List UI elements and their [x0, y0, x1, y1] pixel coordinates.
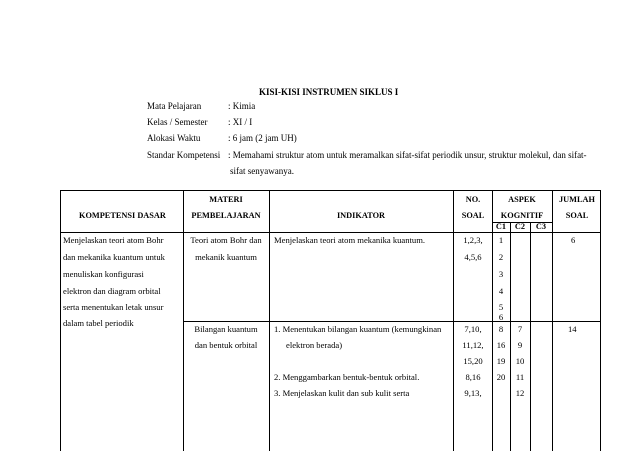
header-c3: C3	[535, 222, 547, 231]
row1-no: 4,5,6	[464, 252, 482, 262]
meta-label-subject: Mata Pelajaran	[147, 101, 202, 111]
row2-indikator-line: 1. Menentukan bilangan kuantum (kemungkinan	[274, 324, 442, 334]
row1-c1: 2	[498, 252, 504, 262]
page-title: KISI-KISI INSTRUMEN SIKLUS I	[259, 87, 399, 97]
row2-c1: 20	[496, 372, 506, 382]
header-materi-1: MATERI	[209, 195, 243, 204]
header-no-2: SOAL	[461, 211, 485, 220]
row1-c1: 6	[498, 312, 504, 322]
row2-c2: 12	[515, 388, 525, 398]
row1-c1: 4	[498, 286, 504, 296]
row2-indikator-line: elektron berada)	[286, 340, 343, 350]
kompetensi-line: dan mekanika kuantum untuk	[63, 252, 165, 262]
header-no-1: NO.	[465, 195, 481, 204]
header-materi-2: PEMBELAJARAN	[191, 211, 261, 220]
row1-c1: 5	[498, 302, 504, 312]
row2-indikator-line: 2. Menggambarkan bentuk-bentuk orbital.	[274, 372, 420, 382]
row2-c2: 9	[517, 340, 523, 350]
row2-c2: 11	[515, 372, 525, 382]
header-indikator: INDIKATOR	[336, 211, 386, 220]
header-aspek-2: KOGNITIF	[500, 211, 544, 220]
row1-c1: 1	[498, 235, 504, 245]
meta-value-time: : 6 jam (2 jam UH)	[228, 133, 297, 143]
header-c2: C2	[514, 222, 526, 231]
row2-no: 11,12,	[462, 340, 484, 350]
meta-value-standard-cont: sifat senyawanya.	[230, 166, 294, 176]
row2-materi-line: dan bentuk orbital	[194, 340, 258, 350]
header-jumlah-1: JUMLAH	[559, 195, 595, 204]
row2-materi-line: Bilangan kuantum	[194, 324, 258, 334]
row2-c2: 10	[515, 356, 525, 366]
row2-c1: 16	[496, 340, 506, 350]
kompetensi-line: menuliskan konfigurasi	[63, 269, 144, 279]
meta-value-class: : XI / I	[228, 117, 253, 127]
row2-no: 7,10,	[464, 324, 482, 334]
meta-label-class: Kelas / Semester	[147, 117, 208, 127]
header-aspek-1: ASPEK	[508, 195, 536, 204]
row2-no: 8,16	[465, 372, 481, 382]
row1-no: 1,2,3,	[463, 235, 483, 245]
meta-value-standard: : Memahami struktur atom untuk meramalkan sifat-sifat periodik unsur, struktur molekul, dan sifat-	[228, 150, 587, 160]
kompetensi-line: serta menentukan letak unsur	[63, 302, 164, 312]
meta-label-standard: Standar Kompetensi	[147, 150, 221, 160]
kompetensi-line: elektron dan diagram orbital	[63, 286, 161, 296]
row1-materi-line: mekanik kuantum	[195, 252, 257, 262]
row2-jumlah: 14	[568, 324, 577, 334]
row2-no: 9,13,	[464, 388, 482, 398]
header-jumlah-2: SOAL	[565, 211, 589, 220]
row2-indikator-line: 3. Menjelaskan kulit dan sub kulit serta	[274, 388, 410, 398]
row1-c1: 3	[498, 269, 504, 279]
header-c1: C1	[495, 222, 507, 231]
row2-c1: 19	[496, 356, 506, 366]
row2-c2: 7	[517, 324, 523, 334]
header-kompetensi: KOMPETENSI DASAR	[79, 211, 166, 220]
kompetensi-line: Menjelaskan teori atom Bohr	[63, 235, 164, 245]
row1-indikator: Menjelaskan teori atom mekanika kuantum.	[274, 235, 426, 245]
row1-jumlah: 6	[571, 235, 576, 245]
row1-materi-line: Teori atom Bohr dan	[190, 235, 262, 245]
meta-value-subject: : Kimia	[228, 101, 256, 111]
meta-label-time: Alokasi Waktu	[147, 133, 201, 143]
row2-c1: 8	[498, 324, 504, 334]
row2-no: 15,20	[463, 356, 483, 366]
kompetensi-line: dalam tabel periodik	[63, 318, 134, 328]
